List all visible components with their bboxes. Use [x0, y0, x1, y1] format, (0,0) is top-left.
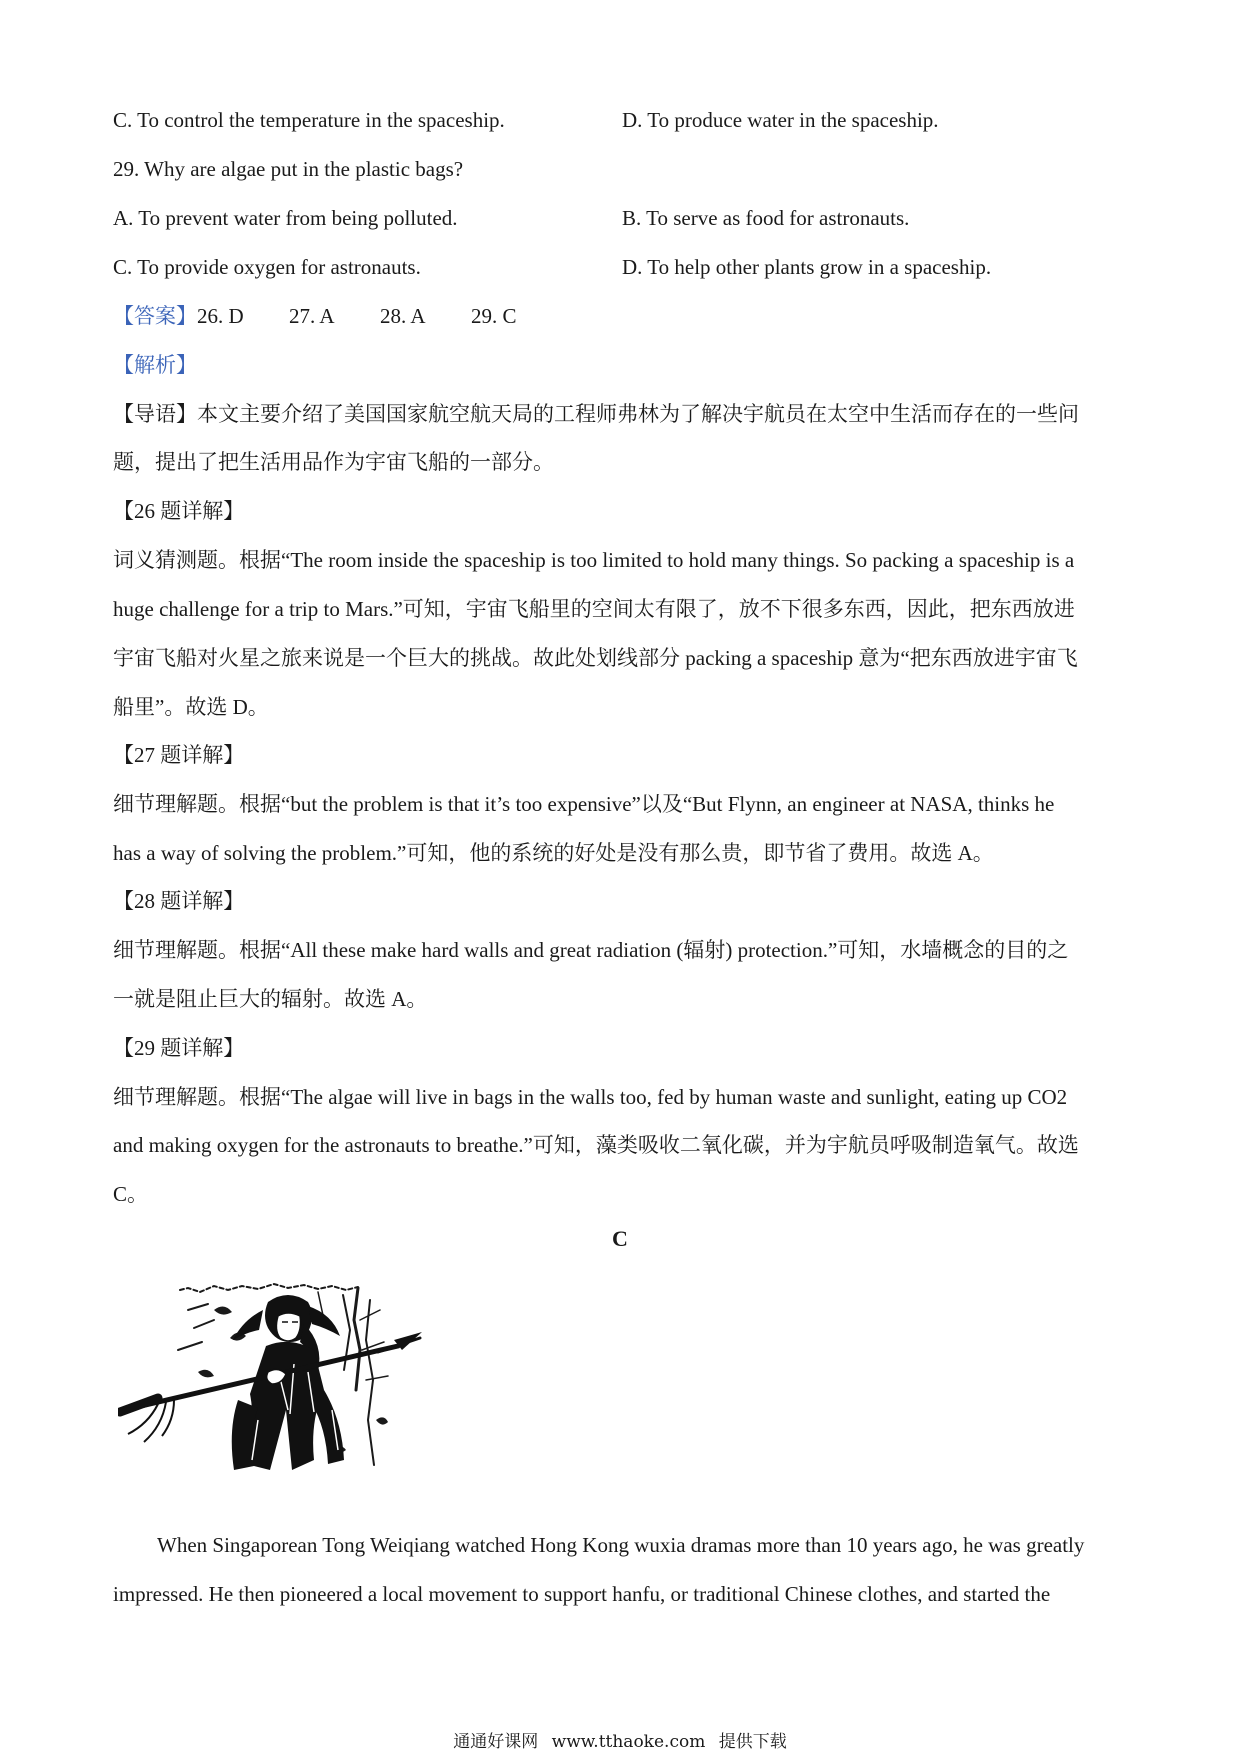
d29-line: and making oxygen for the astronauts to breathe.”可知，藻类吸收二氧化碳，并为宇航员呼吸制造氧气。故选 — [113, 1133, 1079, 1157]
d28-line: 一就是阻止巨大的辐射。故选 A。 — [113, 987, 428, 1011]
intro-line: 题，提出了把生活用品作为宇宙飞船的一部分。 — [113, 450, 554, 474]
q28-option-c: C. To control the temperature in the spaceship. — [113, 108, 505, 132]
paragraph-line: When Singaporean Tong Weiqiang watched Hong Kong wuxia dramas more than 10 years ago, he was greatly — [157, 1533, 1085, 1557]
q29-question: 29. Why are algae put in the plastic bags? — [113, 157, 464, 181]
page-footer — [0, 1731, 1240, 1753]
d27-line: 细节理解题。根据“but the problem is that it’s too expensive”以及“But Flynn, an engineer at NASA, thinks he — [113, 792, 1055, 816]
d26-line: 宇宙飞船对火星之旅来说是一个巨大的挑战。故此处划线部分 packing a spaceship 意为“把东西放进宇宙飞 — [113, 646, 1078, 670]
answer-item: 27. A — [289, 304, 335, 328]
answer-label: 【答案】 — [113, 304, 197, 328]
answer-item: 26. D — [197, 304, 244, 328]
q29-option-c: C. To provide oxygen for astronauts. — [113, 255, 421, 279]
swordsman-illustration — [118, 1280, 423, 1480]
q29-option-d: D. To help other plants grow in a spaceship. — [622, 255, 992, 279]
d26-line: 词义猜测题。根据“The room inside the spaceship is too limited to hold many things. So packing a spaceship is a — [113, 548, 1075, 572]
q29-option-b: B. To serve as food for astronauts. — [622, 206, 910, 230]
d26-line: 船里”。故选 D。 — [113, 695, 269, 719]
footer-note: 提供下载 — [718, 1732, 787, 1752]
d27-heading: 【27 题详解】 — [113, 743, 245, 767]
d26-line: huge challenge for a trip to Mars.”可知，宇宙飞船里的空间太有限了，放不下很多东西，因此，把东西放进 — [113, 597, 1075, 621]
d29-line: 细节理解题。根据“The algae will live in bags in the walls too, fed by human waste and sunlight, eating up CO2 — [113, 1085, 1068, 1109]
answer-line — [113, 301, 517, 331]
answer-item: 28. A — [380, 304, 426, 328]
analysis-label: 【解析】 — [113, 353, 197, 377]
q28-option-d: D. To produce water in the spaceship. — [622, 108, 939, 132]
d26-heading: 【26 题详解】 — [113, 499, 245, 523]
d28-heading: 【28 题详解】 — [113, 889, 245, 913]
section-heading: C — [612, 1226, 628, 1251]
d29-line: C。 — [113, 1182, 149, 1206]
d27-line: has a way of solving the problem.”可知，他的系统的好处是没有那么贵，即节省了费用。故选 A。 — [113, 841, 994, 865]
paragraph-line: impressed. He then pioneered a local movement to support hanfu, or traditional Chinese clothes, and started the — [113, 1582, 1051, 1606]
intro-line: 【导语】本文主要介绍了美国国家航空航天局的工程师弗林为了解决宇航员在太空中生活而存在的一些问 — [113, 402, 1079, 426]
q29-option-a: A. To prevent water from being polluted. — [113, 206, 458, 230]
d29-heading: 【29 题详解】 — [113, 1036, 245, 1060]
footer-url[interactable]: www.tthaoke.com — [551, 1732, 706, 1752]
answer-item: 29. C — [471, 304, 517, 328]
footer-site-name: 通通好课网 — [453, 1732, 539, 1752]
d28-line: 细节理解题。根据“All these make hard walls and great radiation (辐射) protection.”可知，水墙概念的目的之 — [113, 938, 1069, 962]
